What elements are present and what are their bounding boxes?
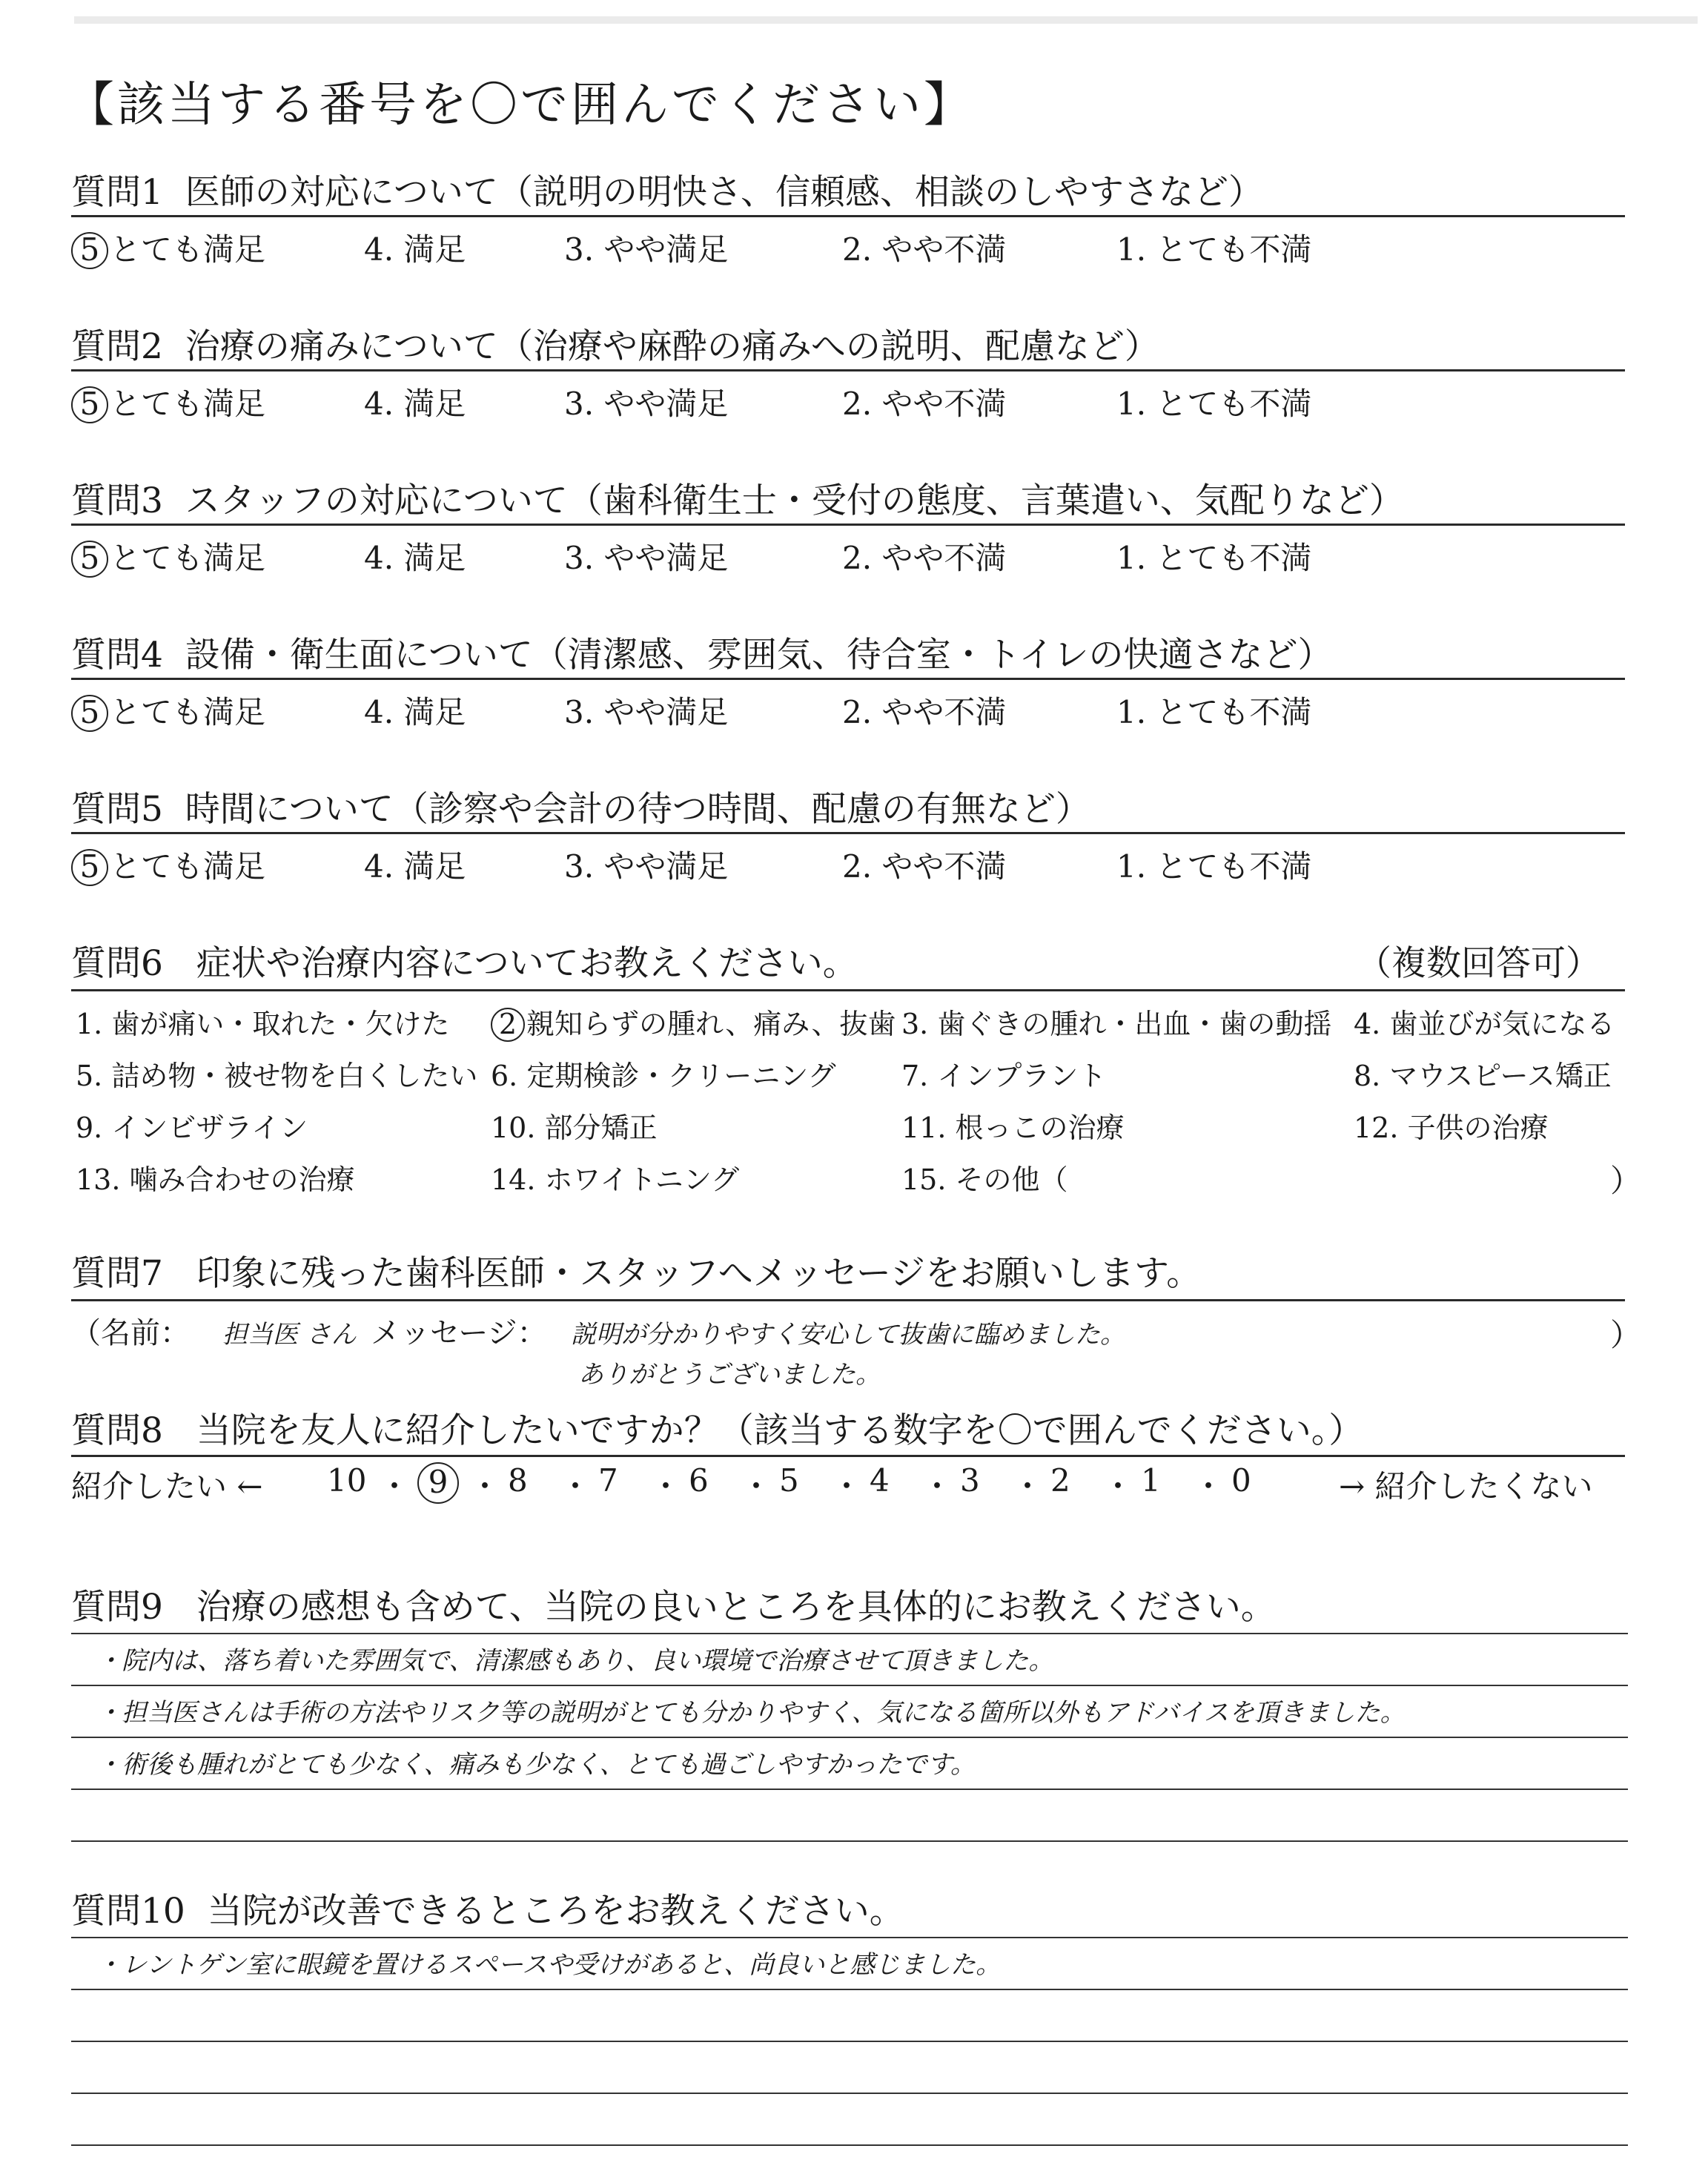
question-2-rule bbox=[71, 369, 1625, 371]
symptom-option[interactable]: 14. ホワイトニング bbox=[491, 1163, 740, 1196]
rating-option[interactable]: 3. やや満足 bbox=[564, 231, 729, 268]
rating-option[interactable]: 2. やや不満 bbox=[842, 848, 1007, 885]
question-8-heading bbox=[71, 1403, 1363, 1453]
answer-line bbox=[71, 1840, 1628, 1842]
scale-left-label: 紹介したい ← bbox=[71, 1468, 263, 1505]
rating-option[interactable]: 1. とても不満 bbox=[1116, 848, 1312, 885]
scale-value-8[interactable]: 8 bbox=[508, 1462, 528, 1499]
option-label: とても満足 bbox=[110, 231, 266, 268]
question-1-heading bbox=[71, 165, 1263, 214]
answer-text: ・担当医さんは手術の方法やリスク等の説明がとても分かりやすく、気になる箇所以外もアドバイスを頂きました。 bbox=[96, 1698, 1406, 1728]
rating-option[interactable] bbox=[71, 225, 265, 270]
question-6-note: （複数回答可） bbox=[1357, 943, 1601, 984]
symptom-option[interactable]: 4. 歯並びが気になる bbox=[1354, 1008, 1615, 1040]
symptom-option[interactable]: 10. 部分矯正 bbox=[491, 1112, 658, 1144]
question-4-rule bbox=[71, 678, 1625, 680]
scale-dot: ・ bbox=[1012, 1468, 1044, 1505]
symptom-option[interactable]: 3. 歯ぐきの腫れ・出血・歯の動揺 bbox=[901, 1008, 1332, 1040]
symptom-option[interactable]: 13. 噛み合わせの治療 bbox=[76, 1163, 355, 1196]
question-1-text: 医師の対応について（説明の明快さ、信頼感、相談のしやすさなど） bbox=[185, 172, 1263, 213]
scale-right-label: → 紹介したくない bbox=[1339, 1468, 1593, 1505]
question-3-options bbox=[71, 534, 1628, 578]
question-5-options bbox=[71, 842, 1628, 887]
message-close-paren: ） bbox=[1610, 1317, 1642, 1353]
symptom-option[interactable]: 11. 根っこの治療 bbox=[901, 1112, 1125, 1144]
scale-value-1[interactable]: 1 bbox=[1141, 1462, 1161, 1499]
other-close-paren: ） bbox=[1610, 1163, 1642, 1199]
rating-option[interactable]: 4. 満足 bbox=[364, 231, 466, 268]
question-9-heading bbox=[71, 1579, 1276, 1629]
rating-option[interactable]: 1. とても不満 bbox=[1116, 386, 1312, 422]
option-label: とても満足 bbox=[110, 848, 266, 885]
recommend-scale bbox=[71, 1462, 1628, 1507]
scale-value-4[interactable]: 4 bbox=[870, 1462, 890, 1499]
instructions-header: 【該当する番号を〇で囲んでください】 bbox=[67, 78, 974, 133]
rating-option[interactable] bbox=[71, 842, 265, 887]
rating-option[interactable]: 1. とても不満 bbox=[1116, 231, 1312, 268]
scale-dot: ・ bbox=[921, 1468, 953, 1505]
question-6-rule bbox=[71, 989, 1625, 991]
symptom-option[interactable]: 7. インプラント bbox=[901, 1060, 1107, 1092]
scale-dot: ・ bbox=[560, 1468, 592, 1505]
question-10-label: 質問10 bbox=[71, 1891, 185, 1932]
question-1-rule bbox=[71, 215, 1625, 217]
message-line-2: ありがとうございました。 bbox=[578, 1360, 881, 1390]
question-1-label: 質問1 bbox=[71, 172, 163, 213]
question-9-text: 治療の感想も含めて、当院の良いところを具体的にお教えください。 bbox=[196, 1587, 1276, 1628]
rating-option[interactable]: 4. 満足 bbox=[364, 848, 466, 885]
symptom-option[interactable]: 6. 定期検診・クリーニング bbox=[491, 1060, 836, 1092]
selected-circle: 2 bbox=[491, 1008, 525, 1042]
question-5-text: 時間について（診察や会計の待つ時間、配慮の有無など） bbox=[185, 789, 1090, 830]
option-label: 親知らずの腫れ、痛み、抜歯 bbox=[526, 1008, 896, 1040]
rating-option[interactable] bbox=[71, 534, 265, 578]
selected-circle: 5 bbox=[71, 386, 108, 423]
scale-dot: ・ bbox=[1193, 1468, 1225, 1505]
answer-line bbox=[71, 1937, 1628, 1938]
question-7-heading bbox=[71, 1246, 1201, 1295]
question-1-options bbox=[71, 225, 1628, 270]
question-5-heading bbox=[71, 782, 1090, 831]
question-4-options bbox=[71, 688, 1628, 733]
selected-circle: 5 bbox=[71, 849, 108, 886]
option-label: とても満足 bbox=[110, 694, 266, 730]
scale-dot: ・ bbox=[379, 1468, 411, 1505]
question-8-label: 質問8 bbox=[71, 1410, 163, 1451]
rating-option[interactable]: 1. とても不満 bbox=[1116, 540, 1312, 576]
rating-option[interactable]: 2. やや不満 bbox=[842, 386, 1007, 422]
scale-dot: ・ bbox=[650, 1468, 682, 1505]
name-value: 担当医 さん bbox=[222, 1320, 357, 1350]
rating-option[interactable]: 4. 満足 bbox=[364, 540, 466, 576]
rating-option[interactable] bbox=[71, 688, 265, 733]
scale-value-3[interactable]: 3 bbox=[960, 1462, 980, 1499]
question-6-heading bbox=[71, 936, 858, 985]
answer-text: ・院内は、落ち着いた雰囲気で、清潔感もあり、良い環境で治療させて頂きました。 bbox=[96, 1646, 1054, 1676]
scale-value-5[interactable]: 5 bbox=[779, 1462, 799, 1499]
question-3-text: スタッフの対応について（歯科衛生士・受付の態度、言葉遣い、気配りなど） bbox=[185, 480, 1404, 521]
name-label: （名前： bbox=[71, 1316, 190, 1350]
scale-value-7[interactable]: 7 bbox=[598, 1462, 618, 1499]
answer-line bbox=[71, 1989, 1628, 1990]
scale-dot: ・ bbox=[1102, 1468, 1134, 1505]
top-border bbox=[74, 16, 1698, 24]
question-3-heading bbox=[71, 473, 1404, 523]
scale-dot: ・ bbox=[741, 1468, 772, 1505]
option-label: とても満足 bbox=[110, 540, 266, 576]
rating-option[interactable]: 4. 満足 bbox=[364, 386, 466, 422]
question-7-rule bbox=[71, 1299, 1625, 1301]
question-7-text: 印象に残った歯科医師・スタッフへメッセージをお願いします。 bbox=[196, 1253, 1202, 1294]
rating-option[interactable] bbox=[71, 380, 265, 424]
rating-option[interactable]: 3. やや満足 bbox=[564, 694, 729, 730]
symptom-option[interactable] bbox=[491, 1001, 896, 1042]
selected-circle: 5 bbox=[71, 541, 108, 578]
question-4-label: 質問4 bbox=[71, 635, 163, 676]
scale-value-6[interactable]: 6 bbox=[689, 1462, 709, 1499]
question-5-label: 質問5 bbox=[71, 789, 163, 830]
symptom-option[interactable]: 9. インビザライン bbox=[76, 1112, 308, 1144]
question-2-label: 質問2 bbox=[71, 326, 163, 367]
rating-option[interactable]: 2. やや不満 bbox=[842, 694, 1007, 730]
question-2-text: 治療の痛みについて（治療や麻酔の痛みへの説明、配慮など） bbox=[185, 326, 1159, 367]
selected-circle: 9 bbox=[417, 1462, 459, 1504]
question-6-text: 症状や治療内容についてお教えください。 bbox=[196, 943, 858, 984]
message-label: メッセージ： bbox=[371, 1316, 547, 1350]
option-label: とても満足 bbox=[110, 386, 266, 422]
question-6-label: 質問6 bbox=[71, 943, 163, 984]
question-3-rule bbox=[71, 524, 1625, 526]
answer-text: ・術後も腫れがとても少なく、痛みも少なく、とても過ごしやすかったです。 bbox=[96, 1750, 976, 1780]
rating-option[interactable]: 3. やや満足 bbox=[564, 848, 729, 885]
question-10-text: 当院が改善できるところをお教えください。 bbox=[207, 1891, 904, 1932]
question-5-rule bbox=[71, 832, 1625, 834]
symptom-option[interactable]: 15. その他（ bbox=[901, 1163, 1068, 1196]
answer-line bbox=[71, 2041, 1628, 2042]
rating-option[interactable]: 4. 満足 bbox=[364, 694, 466, 730]
answer-text: ・レントゲン室に眼鏡を置けるスペースや受けがあると、尚良いと感じました。 bbox=[96, 1950, 1002, 1980]
question-8-rule bbox=[71, 1455, 1625, 1457]
scale-value-10[interactable]: 10 bbox=[327, 1462, 367, 1499]
question-2-options bbox=[71, 380, 1628, 424]
answer-line bbox=[71, 1633, 1628, 1634]
scale-value-2[interactable]: 2 bbox=[1050, 1462, 1070, 1499]
rating-option[interactable]: 2. やや不満 bbox=[842, 540, 1007, 576]
answer-line bbox=[71, 2144, 1628, 2146]
rating-option[interactable]: 3. やや満足 bbox=[564, 540, 729, 576]
question-3-label: 質問3 bbox=[71, 480, 163, 521]
symptom-option[interactable]: 8. マウスピース矯正 bbox=[1354, 1060, 1612, 1092]
question-8-text: 当院を友人に紹介したいですか？（該当する数字を〇で囲んでください。） bbox=[196, 1410, 1364, 1451]
rating-option[interactable]: 2. やや不満 bbox=[842, 231, 1007, 268]
answer-line bbox=[71, 2093, 1628, 2094]
rating-option[interactable]: 3. やや満足 bbox=[564, 386, 729, 422]
scale-dot: ・ bbox=[831, 1468, 863, 1505]
symptom-option[interactable]: 12. 子供の治療 bbox=[1354, 1112, 1549, 1144]
question-4-heading bbox=[71, 627, 1333, 677]
answer-line bbox=[71, 1737, 1628, 1738]
rating-option[interactable]: 1. とても不満 bbox=[1116, 694, 1312, 730]
answer-line bbox=[71, 1789, 1628, 1790]
question-10-heading bbox=[71, 1883, 904, 1933]
question-4-text: 設備・衛生面について（清潔感、雰囲気、待合室・トイレの快適さなど） bbox=[185, 635, 1333, 676]
scale-dot: ・ bbox=[469, 1468, 501, 1505]
question-7-label: 質問7 bbox=[71, 1253, 163, 1294]
question-2-heading bbox=[71, 319, 1159, 369]
selected-circle: 5 bbox=[71, 232, 108, 269]
symptom-option[interactable]: 5. 詰め物・被せ物を白くしたい bbox=[76, 1060, 478, 1092]
answer-line bbox=[71, 1685, 1628, 1686]
scale-value-0[interactable]: 0 bbox=[1231, 1462, 1251, 1499]
selected-circle: 5 bbox=[71, 695, 108, 732]
question-9-label: 質問9 bbox=[71, 1587, 163, 1628]
message-line-1: 説明が分かりやすく安心して抜歯に臨めました。 bbox=[571, 1320, 1125, 1350]
symptom-option[interactable]: 1. 歯が痛い・取れた・欠けた bbox=[76, 1008, 450, 1040]
